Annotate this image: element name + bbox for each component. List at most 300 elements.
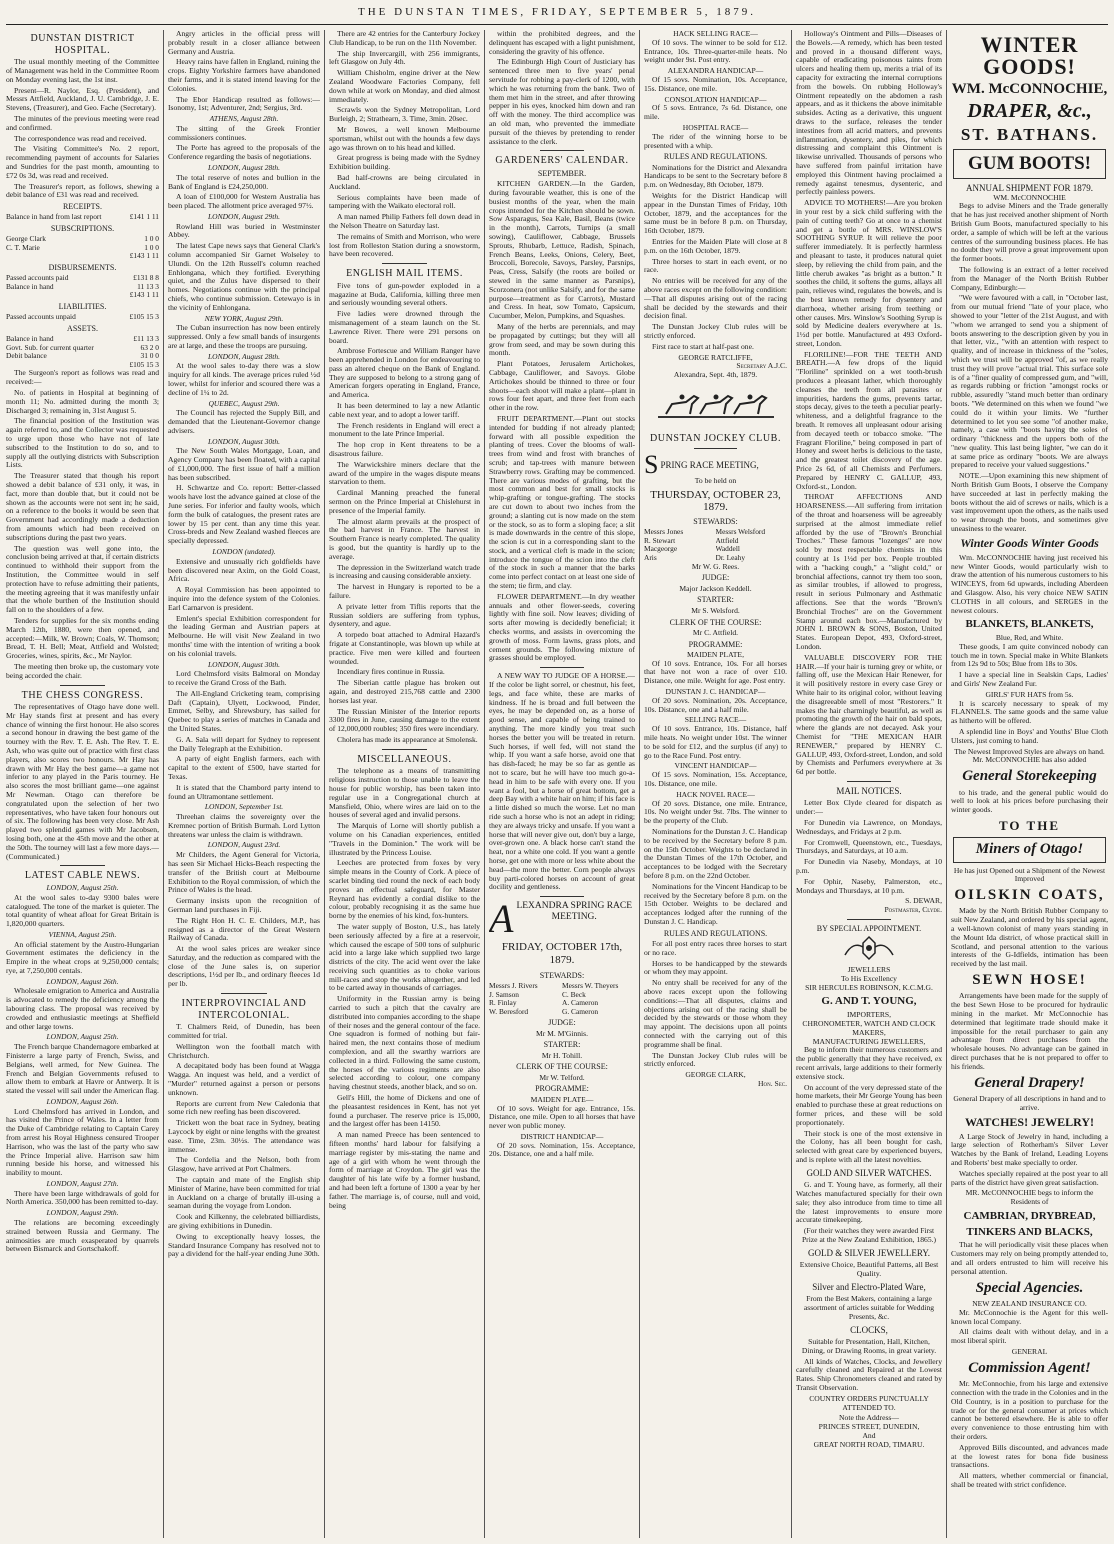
steward-name: Dr. Leahy	[715, 554, 746, 563]
cable-item: The All-England Cricketing team, comprising Daft (Captain), Ulyett, Lockwood, Pinder, Emmet, Selby, and Shrewsbury, has sailed for Quebec to play a series of matches in Canada and the United States.	[168, 688, 320, 733]
section-divider	[540, 150, 584, 151]
clerk-label: CLERK OF THE COURSE:	[516, 1062, 608, 1072]
section-divider	[382, 263, 427, 264]
sewn-hose-para: Arrangements have been made for the supply of the best Sewn Hose to be procured for hydraulic mining in the market. Mr McConnochie has determined that legitimate trade should make it impossible for the retail purchaser to gain any advantage from direct purchases from the wholesale houses. No advantage can be gained in direct purchases that he is not prepared to offer to his friends.	[951, 991, 1108, 1071]
steward-name: Macgeorge	[644, 545, 678, 554]
news-dateline: LONDON, August 28th.	[208, 351, 280, 361]
miners-title: Miners of Otago!	[953, 837, 1106, 862]
cable-item: The total reserve of notes and bullion in the Bank of England is £24,250,000.	[168, 172, 320, 191]
to-the-label: TO THE	[998, 818, 1061, 834]
chess-heading: THE CHESS CONGRESS.	[21, 689, 144, 701]
section-divider	[60, 685, 106, 686]
winter-para: Wm. McCONNOCHIE having just received his new Winter Goods, would particularly wish to draw the attention of his numerous customers to his WINCEYS, from 6d upwards, including Aberdeen and Glasgow. Also, his very choice NEW SATIN CLOTHS in all colours, and SERGES in the newest colours.	[951, 552, 1108, 615]
rules-list	[644, 164, 787, 352]
address-line: PRINCES STREET, DUNEDIN,	[818, 1422, 920, 1432]
mail-item: Incendiary fires continue in Russia.	[337, 667, 445, 677]
residents-para: MR. McCONNOCHIE begs to inform the Residents of	[965, 1188, 1094, 1207]
blankets-title: BLANKETS, BLANKETS,	[965, 618, 1094, 631]
cable-item: Lord Chelmsford has arrived in London, and has visited the Prince of Wales. In a letter from the Duke of Cambridge relating to Captain Carey from arrest his Royal Highness censured Trooper Harrison, who was the last of the party who saw the Prince Imperial alive. Harrison saw him running beside his horse, and witnessed his inability to mount.	[6, 1106, 159, 1178]
starter-label: STARTER:	[543, 1040, 581, 1050]
hospital-para: The question was well gone into, the conclusion being arrived at that, if certain districts continued to withhold their support from the Institution, the Committee would in self protection have to refuse admitting their patients, the meeting agreeing that it was manifestly unfair that the whole burthen of the Institution should fall on to the shoulders of a few.	[6, 543, 159, 615]
race-terms: Of 10 sovs. The winner to be sold for £12. Entrance, 10s. Three-quarter-mile heats. No weight under 9st. Post entry.	[644, 37, 787, 65]
section-divider	[847, 919, 891, 920]
gum-boots-para: The following is an extract of a letter received from the Manager of the North British Rubber Company, Edinburgh:—	[951, 264, 1108, 292]
troches-ad: THROAT AFFECTIONS AND HOARSENESS.—All suffering from irritation of the throat and hoarseness will be agreeably surprised at the almost immediate relief afforded by the use of "Brown's Bronchial Troches." These famous "lozenges" are now sold by most respectable chemists in this country at 1s 1½d per box. People troubled with a "hacking cough," a "slight cold," or bronchial affections, cannot try them too soon, as similar troubles, if allowed to progress, result in serious Pulmonary and Asthmatic affections. See that the words "Brown's Bronchial Troches" are on the Government Stamp around each box.—Manufactured by JOHN I. BROWN & SONS, Boston, United States. European Depot, 493, Oxford-street, London.	[796, 492, 942, 651]
mail-item: It has been determined to lay a new Atlantic cable next year, and to adopt a lower tariff.	[329, 401, 480, 419]
alexandra-title-line: MEETING.	[551, 912, 597, 923]
race-terms: Of 20 sovs. Nomination, 20s. Acceptance, 10s. Distance, one and a half mile.	[644, 695, 787, 714]
tinkers-title: TINKERS AND BLACKS,	[966, 1225, 1093, 1238]
rule-item: Entries for the Maiden Plate will close at 8 p.m. on the 16th October, 1879.	[644, 237, 787, 255]
floriline-ad: FLORILINE!—FOR THE TEETH AND BREATH.—A few drops of the liquid "Floriline" sprinkled on a wet tooth-brush produces a pleasant lather, which thoroughly cleanses the teeth from all parasites or impurities, hardens the gums, prevents tartar, stops decay, gives to the teeth a peculiar pearly-whiteness, and a delightful fragrance to the breath. It removes all unpleasant odour arising from decayed teeth or tobacco smoke. "The Fragrant Floriline," being composed in part of Honey and sweet herbs is delicious to the taste, and the greatest toilet discovery of the age. Price 2s 6d, of all Chemists and Perfumers. Prepared by HENRY C. GALLUP, 493, Oxford-st., London.	[796, 349, 942, 491]
programme-label: PROGRAMME:	[688, 639, 743, 649]
address-line: GREAT NORTH ROAD, TIMARU.	[813, 1439, 925, 1449]
account-amount: £105 15 3	[129, 312, 159, 322]
firm-name: G. AND T. YOUNG,	[821, 995, 917, 1008]
rule-item: Three horses to start in each event, or no race.	[644, 256, 787, 275]
steward-name: Aris	[644, 554, 657, 563]
stewards-list	[644, 528, 787, 562]
news-item: A man named Philip Fathers fell down dead in the Nelson Theatre on Saturday last.	[329, 212, 480, 230]
account-row	[6, 291, 159, 300]
section-divider	[694, 448, 737, 449]
mail-item: The depression in the Switzerland watch trade is increasing and causing considerable anxiety.	[329, 562, 480, 581]
race-terms: Of 10 sovs. Weight for age. Entrance, 15s. Distance, one mile. Open to all horses that have never won public money.	[489, 1103, 635, 1131]
misc-item: The water supply of Boston, U.S., has lately been seriously affected by a fire at a reservoir, which caused the escape of 500 tons of sulphuric acid into a large lake which supplied two large districts of the city. The acid went over the lake receiving such quantities as to choke various mill-races and stop the works altogether, and led to be carted away in thousands of carriages.	[329, 921, 480, 993]
garden-item: KITCHEN GARDEN.—In the Garden, during favourable weather, this is one of the busiest months of the year, when the main crops intended for the Kitchen should be sown. Sow Asparagus, Sea Kale, Basil, Beans (twice in the month), Carrots, Turnips (a small sowing), Cauliflower, Cabbage, Brussels Sprouts, Rhubarb, Lettuce, Radish, Spinach, French Beans, Leeks, Onions, Celery, Beet, Broccoli, Borecole, Savoys, Parsley, Parsnips, Peas, Cress, Salsify (the roots are boiled or stewed in the same manner as Parsnips), Scorzonera (not unlike Salsify, and for the same purpose—treatment as for Carrots), Mustard and Cress. In heat, sow Tomato, Capsicum, Cucumber, Melon, Pumpkins, and Squashes.	[489, 179, 635, 321]
column-7	[951, 30, 1108, 1538]
race-title: HACK NOVEL RACE—	[676, 789, 755, 799]
mail-notice: For Cromwell, Queenstown, etc., Tuesdays, Thursdays, and Saturdays, at 10 a.m.	[796, 837, 942, 856]
steward-name: Messrs Welsford	[715, 528, 766, 537]
gum-boots-text	[951, 202, 1108, 533]
gum-boots-para: "We were favoured with a call, in "October last, from our mutual friend "late of your place, who showed to your "letter of the 21st August, and with "whom we arranged to send you a shipment of boots answering to the description given by you in that letter, viz., "with an attention with respect to quality, and of increase in thickness of the "soles, which we trust will be approved "of, as we really trust they will prove "actual trial. This surface sole is of a "finer quality of compressed gum, and "will, as regards rubbing or friction "amongst rocks or rubble, assuredly "stand much better than ordinary boots. "We determined on this when we found "we could do it within your limits. We "further determined to let you see some "of another make, namely, a case with "boots having the soles of ordinary "thickness and the uppers both of the "new quality. This last being lighter, "we can do it at same price as ordinary "boots. We are always prepared to receive your valued suggestions."	[951, 293, 1108, 470]
news-item: There are 42 entries for the Canterbury Jockey Club Handicap, to be run on the 11th November.	[329, 30, 480, 47]
drop-cap: S	[644, 450, 659, 480]
race-title: CONSOLATION HANDICAP—	[664, 94, 767, 104]
hospital-para: The meeting then broke up, the customary vote being accorded the chair.	[6, 661, 159, 680]
cable-item: Lord Chelmsford visits Balmoral on Monday to receive the Grand Cross of the Bath.	[168, 669, 320, 687]
nominations-para: Nominations for the Dunstan J. C. Handicap to be received by the Secretary before 8 p.m. on the 15th October. Weights to be declared in the Dunstan Times of the 17th October, and acceptances to be lodged with the Secretary before 8 p.m. on the 22nd October.	[644, 827, 787, 880]
firm-line: MANUFACTURING JEWELLERS,	[812, 1036, 926, 1046]
mail-item: The harvest in Hungary is reported to be a failure.	[329, 582, 480, 601]
news-item: William Chisholm, engine driver at the New Zealand Woodware Factories Company, fell down while at work on Monday, and died almost immediately.	[329, 68, 480, 104]
news-dateline: LONDON (undated).	[212, 547, 276, 557]
misc-heading: MISCELLANEOUS.	[357, 753, 452, 765]
misc-item: Uniformity in the Russian army is being carried to such a pitch that the cavalry are distributed into companies according to the shape of their noses and the general contour of the face. One squadron is formed of nothing but fair-haired men, the next contains those of medium complexion, and all the swarthy warriors are collected in a third. Following the same custom, the horses of the various regiments are also selected according to colour, one company having chestnut steeds, another black, and so on.	[329, 994, 480, 1092]
garden-heading: GARDENERS' CALENDAR.	[495, 155, 629, 167]
news-item: The ship Invercargill, with 256 immigrants, left Glasgow on July 4th.	[329, 48, 480, 67]
cable-item: It is stated that the Chambord party intend to found an Ultramontane settlement.	[168, 782, 320, 801]
firm-line: CHRONOMETER, WATCH AND CLOCK MAKERS,	[802, 1018, 936, 1037]
race-terms: Of 10 sovs. Entrance, 10s. Distance, half mile heats. No weight under 10st. The winner to be sold for £12, and the surplus (if any) to go to the Race Fund. Post entry.	[644, 724, 787, 760]
steward-name: Mr W. G. Rees.	[691, 561, 740, 571]
news-list	[329, 30, 480, 259]
race-terms: Of 20 sovs. Nomination, 15s. Acceptance, 20s. Distance, one and a half mile.	[489, 1140, 635, 1159]
flannels-para: A splendid line in Boys' and Youths' Blue Cloth Ulsters, just coming to hand.	[951, 727, 1108, 745]
drop-cap: A	[489, 896, 514, 942]
cable-item: The Ebor Handicap resulted as follows:—Isonomy, 1st; Adventurer, 2nd; Sergius, 3rd.	[168, 94, 320, 113]
cable-item: Angry articles in the official press will probably result in a closer alliance between Germany and Austria.	[168, 30, 320, 56]
news-dateline: LONDON, August 27th.	[46, 1178, 119, 1188]
account-label: Balance in hand	[6, 281, 54, 291]
account-amount: £141 1 11	[129, 212, 159, 222]
firm-line: IMPORTERS,	[846, 1010, 892, 1020]
account-label: Passed accounts unpaid	[6, 312, 76, 322]
intercolonial-item: T. Chalmers Reid, of Dunedin, has been committed for trial.	[168, 1022, 320, 1041]
intercolonial-heading: INTERPROVINCIAL AND INTERCOLONIAL.	[181, 998, 307, 1021]
girls-hats: GIRLS' FUR HATS from 5s.	[985, 689, 1074, 699]
news-dateline: LONDON, August 23rd.	[207, 840, 281, 850]
cable-item: Emlent's special Exhibition correspondent for the leading German and Austrian papers at Melbourne. He will visit New Zealand in two months' time with the intention of writing a book on his colonial travels.	[168, 613, 320, 658]
steward-name: R. Stewart	[644, 536, 676, 545]
mail-item: The hop crop in Kent threatens to be a disastrous failure.	[329, 440, 480, 459]
gum-boots-para: NOTE.—Upon examining this new shipment of North British Gum Boots, I observe the Company have succeeded at last in perfectly making the boots without the aid of screws or nails, which is a vast improvement upon the others, as the nails used to wear through the boots, and sometimes give uneasiness to the wearer.	[951, 471, 1108, 534]
bills-para: Approved Bills discounted, and advances made at the lowest rates for bona fide business transactions.	[951, 1442, 1108, 1470]
cable-item: The Right Hon H. C. E. Childers, M.P., has resigned as a director of the Great Western Railway of Canada.	[168, 915, 320, 943]
column-rule	[639, 30, 640, 1538]
steward-name: G. Cameron	[562, 1007, 599, 1016]
race-title: VINCENT HANDICAP—	[674, 761, 757, 771]
clerk-label: CLERK OF THE COURSE:	[669, 617, 762, 627]
hospital-para: The minutes of the previous meeting were read and confirmed.	[6, 113, 159, 132]
firm-para: Their stock is one of the most extensive in the Colony, has all been bought for cash, selected with great care by experienced buyers, and is replete with all the latest novelties.	[796, 1128, 942, 1164]
misc-item: Gell's Hill, the home of Dickens and one of the pleasantest residences in Kent, has not yet found a purchaser. The reserve price is 15,000, and the largest offer has been 14150.	[329, 1093, 480, 1129]
cable-item: Rowland Hill was buried in Westminster Abbey.	[168, 221, 320, 240]
news-item: Serious complaints have been made of tampering with the Waikato electoral roll.	[329, 192, 480, 211]
misc-item: The Marquis of Lorne will shortly publish a volume on his Canadian experiences, entitled "Travels in the Dominion." The work will be illustrated by the Princess Louise.	[329, 821, 480, 857]
draper-name: WM. McCONNOCHIE,	[951, 81, 1108, 97]
section-divider	[540, 896, 584, 897]
mail-notices-heading: MAIL NOTICES.	[836, 785, 902, 796]
mail-notice: For Ophir, Naseby, Palmerston, etc., Mondays and Thursdays, at 10 p.m.	[796, 876, 942, 895]
postmaster-name: S. DEWAR,	[905, 896, 942, 906]
judge-label: JUDGE:	[701, 573, 730, 583]
column-6	[796, 30, 942, 1538]
masthead-rule	[6, 24, 1108, 25]
rule-item: For all post entry races three horses to start or no race.	[644, 939, 787, 957]
account-label: Debit balance	[6, 351, 47, 361]
account-amount: 31 0 0	[140, 351, 159, 361]
rule-item: Nominations for the District and Alexandra Handicaps to be sent to the Secretary before 8 p.m. on Wednesday, 8th October, 1879.	[644, 162, 787, 190]
claims-para: All claims dealt with without delay, and in a most liberal spirit.	[951, 1327, 1108, 1346]
mail-notice: For Dunedin via Naseby, Mondays, at 10 p.m.	[796, 857, 942, 875]
alexandra-meeting-header	[489, 896, 635, 942]
news-dateline: LONDON, August 26th.	[46, 1096, 119, 1106]
cable-item: A Royal Commission has been appointed to inquire into the defence system of the Colonies. Earl Carnarvon is president.	[168, 585, 320, 612]
repair-para: All kinds of Watches, Clocks, and Jewellery carefully cleaned and Repaired at the Lowest Rates. Ship Chronometers cleaned and rated by Transit Observation.	[796, 1356, 942, 1392]
appointment-line: BY SPECIAL APPOINTMENT.	[816, 923, 922, 933]
column-3	[329, 30, 480, 1538]
cable-item: The Cuban insurrection has now been entirely suppressed. Only a few small bands of insurgents are at large, and these the troops are pursuing.	[168, 323, 320, 350]
stewards-label: STEWARDS:	[539, 970, 585, 980]
garden-item: FLOWER DEPARTMENT.—In dry weather annuals and other flower-seeds, covering lightly with fine soil. Now leaves; dividing of sorts after mowing is decidedly beneficial; it checks worms, and assists in overcoming the growth of moss. Form lawns, grass plots, and cement grounds. The following mixture of grasses should be employed.	[489, 591, 635, 663]
news-dateline: LONDON, August 25th.	[46, 1032, 119, 1042]
race-terms: Of 5 sovs. Entrance, 7s 6d. Distance, one mile.	[644, 103, 787, 122]
crest-icon	[841, 935, 897, 961]
insurance-para: Mr. McConnochie is the Agent for this well-known local Company.	[951, 1307, 1108, 1326]
watches-para: (For their watches they were awarded First Prize at the New Zealand Exhibition, 1865.)	[801, 1226, 937, 1244]
steward-name: Messrs W. Theyers	[562, 981, 619, 990]
assets-label: ASSETS.	[67, 323, 98, 333]
winter-goods-sub: Winter Goods Winter Goods	[960, 535, 1099, 550]
account-label: Balance in hand	[6, 334, 54, 344]
section-divider	[382, 749, 427, 750]
jewellery-heading: GOLD & SILVER JEWELLERY.	[807, 1247, 930, 1258]
mail-items-list	[329, 282, 480, 745]
account-amount: £143 1 11	[129, 251, 159, 261]
mail-item: The French residents in England will erect a monument to the late Prince Imperial.	[329, 420, 480, 439]
column-rule	[163, 30, 164, 1538]
cable-item: At the wool sales prices are weaker since Saturday, and the reduction as compared with the close of the June sales is, on superior descriptions, 1½d per lb., and ordinary fleeces 1d per lb.	[168, 944, 320, 989]
special-agencies-title: Special Agencies.	[975, 1279, 1084, 1296]
chess-para: The representatives of Otago have done well. Mr Hay stands first at present and has every chance of winning the first honour. He also scores a second honour in drawing the best game of the tourney with the Rev. T. E. Ash. The Rev. T. E. Ash, who was quite out of practice with first class players, also scores two honours. Mr Hay has drawn with Mr Hay the best game—a game not inferior to any played in the Paris tourney. He also scores the most brilliant game—one against Mr Newman. Otago can therefore be congratulated upon the selection of her two representatives, who have taken four honours out of six. The following has been very close. Mr Ash played two splendid games with Mr Jacobsen, losing both, one at the 45th move and the other at the 50th. The tourney will last a few more days.—(Communicated.)	[6, 702, 159, 861]
commission-para: Mr. McConnochie, from his large and extensive connection with the trade in the Colonies and in the Old Country, is in a position to purchase for the trade or for the general consumer at prices which cannot be bettered elsewhere. He is able to offer every convenience to those entrusting him with their orders.	[951, 1379, 1108, 1441]
rules-heading: RULES AND REGULATIONS.	[663, 928, 768, 938]
secretary-name: GEORGE CLARK,	[685, 1070, 746, 1080]
news-item: The remains of Smith and Morrison, who were lost from Rolleston Station during a snowstorm, have been recovered.	[329, 231, 480, 259]
account-row	[6, 252, 159, 261]
steward-name: C. Beck	[562, 990, 586, 999]
race-title: ALEXANDRA HANDICAP—	[667, 66, 764, 76]
steward-name: Messrs J. Rivers	[489, 981, 538, 990]
account-amount: £11 13 3	[133, 334, 159, 344]
storekeeping-para: to his trade, and the general public would do well to look at his prices before purchasing their winter goods.	[951, 787, 1108, 815]
alexandra-date: FRIDAY, OCTOBER 17th, 1879.	[501, 941, 623, 966]
garden-item: FRUIT DEPARTMENT.—Plant out stocks intended for budding if not already planted; forward with all possible expedition the planting of trees. Cover the blooms of wall-trees from wind and frost with branches of scrub; and tap-trees with manure between Strawberry rows. Grafting may be commenced. There are various modes of grafting, but the most common and best for small stocks is whip-grafting or tongue-grafting. The stocks are cut down to about two inches from the ground; a slanting cut is now made on the stem or the stock, so as to form a sloping face; a slit is made downwards in the centre of this slope, the scion is cut in a corresponding slant to the stock, and a vertical cleft is made in the scion; introduce the tongue of the scion into the cleft of the stock in such a manner that the barks come into perfect contact on at least one side of the stem; tie firm, and clay.	[489, 413, 635, 591]
intercolonial-item: Owing to exceptionally heavy losses, the Standard Insurance Company has resolved not to pay a dividend for the half-year ending June 30th.	[168, 1231, 320, 1259]
jewellers-label: JEWELLERS	[847, 965, 891, 974]
oilskin-title: OILSKIN COATS,	[954, 887, 1105, 904]
secretary-title: Secretary A.J.C.	[736, 361, 787, 371]
disbursements-label: DISBURSEMENTS.	[48, 262, 117, 272]
alexandra-races	[644, 30, 787, 150]
cable-item: Extensive and unusually rich goldfields have been discovered near Axim, on the Gold Coast, Africa.	[168, 556, 320, 584]
country-orders: COUNTRY ORDERS PUNCTUALLY ATTENDED TO.	[809, 1393, 929, 1412]
postmaster-title: Postmaster, Clyde.	[884, 905, 942, 915]
rules-list	[644, 940, 787, 1069]
judge-name: Mr M. M'Ginnis.	[536, 1028, 588, 1038]
draper-trade: DRAPER, &c.,	[967, 100, 1092, 123]
news-para: The Edinburgh High Court of Justiciary has sentenced three men to five years' penal servitude for robbing a pay-clerk of 1200, with which he was returning from the bank. Two of them met him in the street, and after throwing pepper in his eyes, knocked him down and ran off with the money. The third accomplice was an old man, who prevented the immediate pursuit of the thieves by pretending to render assistance to the clerk.	[489, 57, 635, 146]
race-terms: Of 15 sovs. Nomination, 10s. Acceptance, 15s. Distance, one mile.	[644, 74, 787, 93]
oilskin-para: Made by the North British Rubber Company to suit New Zealand, and ordered by his special agent, a well-known colonist of many years standing in the Mount Ida district, of whose practical skill in Scotland, and personal attention to the various interests of the G-Idfields, intimation has been received by the last mail.	[951, 906, 1108, 969]
mail-notice: For Dunedin via Lawrence, on Mondays, Wednesdays, and Fridays at 2 p.m.	[796, 817, 942, 836]
secretary-title: Hon. Sec.	[757, 1078, 787, 1088]
judge-name: Major Jackson Keddell.	[679, 583, 752, 593]
cable-item: The French barque Chandernagore embarked at Finisterre a large party of French, Swiss, and Belgians, well armed, for New Guinea. The French and Belgian Governments refused to allow them to embark at Havre or Antwerp. It is stated the vessel will sail under the American flag.	[6, 1042, 159, 1096]
rule-item: No entries will be received for any of the above races except on the following condition:—That all disputes arising out of the racing shall be decided by the stewards and their decision final.	[644, 276, 787, 321]
watches-para: Watches specially repaired at the post year to all parts of the district have given great satisfaction.	[951, 1168, 1108, 1187]
cable-item: Wholesale emigration to America and Australia is advocated to remedy the deficiency among the labouring class. The proposal was received by crowded and enthusiastic meetings at Sheffield and other large towns.	[6, 986, 159, 1031]
column-2	[168, 30, 320, 1538]
liabilities-label: LIABILITIES.	[58, 301, 107, 311]
news-dateline: QUEBEC, August 29th.	[208, 398, 280, 408]
rule-item: The Dunstan Jockey Club rules will be strictly enforced.	[644, 322, 787, 340]
hospital-para: The Visiting Committee's No. 2 report, recommending payment of accounts for Salaries and Sundries for the past month, amounting to £72 0s 3d, was read and received.	[6, 144, 159, 180]
cable-item: An official statement by the Austro-Hungarian Government estimates the deficiency in the Empire in the wheat crops at 9,250,000 centals; rye, at 7,250,000 centals.	[6, 939, 159, 975]
account-amount: £143 1 11	[129, 290, 159, 300]
steward-name: Messrs Jones	[644, 528, 684, 537]
alexandra-meeting-title	[516, 901, 632, 923]
garden-item: Plant Potatoes, Jerusalem Artichokes, Cabbage, Cauliflower, and Savoys. Globe Artichokes should be thinned to three or four shoots—each shoot will make a plant—plant in rows four feet apart, and three feet from each other in the row.	[489, 359, 635, 413]
account-label: Govt. Sub. for current quarter	[6, 342, 94, 352]
news-dateline: VIENNA, August 25th.	[48, 929, 117, 939]
hospital-para: Present—R. Naylor, Esq. (President), and Messrs Attfield, Auckland, J. U. Cambridge, J. E. Stevens, (Treasurer), and Geo. Fache (Secretary).	[6, 85, 159, 113]
mail-item: Ambrose Fortescue and William Ranger have been apprehended in London for endeavouring to pass an altered cheque on the Bank of England. They are supposed to belong to a strong gang of American forgers operating in England, France, and America.	[329, 346, 480, 400]
news-item: Scrawls won the Sydney Metropolitan, Lord Burleigh, 2; Strathearn, 3. Time, 3min. 20sec.	[329, 105, 480, 124]
spring-meeting-title: PRING RACE MEETING,	[660, 459, 759, 470]
judge-label: JUDGE:	[548, 1018, 576, 1028]
news-item: Bad half-crowns are being circulated in Auckland.	[329, 172, 480, 191]
column-rule	[324, 30, 325, 1538]
hospital-para: No. of patients in Hospital at beginning of month 11; No. admitted during the month 3; Discharged 3; remaining in, 31st August 5.	[6, 388, 159, 415]
rule-item: Horses to be handicapped by the stewards or whom they may appoint.	[644, 958, 787, 977]
storekeeping-title: General Storekeeping	[962, 768, 1097, 785]
sealskin-para: I have a special line in Sealskin Caps, Ladies' and Girls' New Zealand Fur.	[951, 670, 1108, 689]
intercolonial-item: Reports are current from New Caledonia that some rich new reefing has been discovered.	[168, 1098, 320, 1117]
masthead: THE DUNSTAN TIMES, FRIDAY, SEPTEMBER 5, 1879.	[358, 6, 756, 18]
address-line: And	[862, 1430, 876, 1440]
watches-jewelry-title: WATCHES! JEWELRY!	[964, 1114, 1095, 1129]
mail-item: A torpedo boat attached to Admiral Hazard's frigate at Constantinople, was blown up while at practice. Five men were killed and fourteen wounded.	[329, 630, 480, 666]
mail-item: A private letter from Tiflis reports that the Russian soldiers are suffering from typhus, dysentery, and ague.	[329, 601, 480, 629]
winslow-ad: ADVICE TO MOTHERS!—Are you broken in your rest by a sick child suffering with the pain of cutting teeth? Go at once to a chemist and get a bottle of MRS. WINSLOW'S SOOTHING SYRUP. It will relieve the poor sufferer immediately. It is perfectly harmless and pleasant to taste, it produces natural quiet sleep, by relieving the child from pain, and the little cherub awakes "as bright as a button." It soothes the child, it softens the gums, allays all pain, relieves wind, regulates the bowels, and is the best known remedy for dysentery and diarrhoea, whether arising from teething or other causes. Mrs. Winslow's Soothing Syrup is sold by Medicine dealers everywhere at 1s. 1½d per bottle. Manufactured at 493 Oxford-street, London.	[796, 198, 942, 348]
cable-item: H. Schwartze and Co. report: Better-classed wools have lost the advance gained at close of the June series. For inferior and faulty wools, which form the bulk of catalogues, the present rates are lower by 15 per cent. than any time this year. Cross-breds and New Zealand washed fleeces are specially depressed.	[168, 483, 320, 546]
watches-para: G. and T. Young have, as formerly, all their Watches manufactured specially for their own sale; they also introduce from time to time all the latest improvements to ensure more accurate timekeeping.	[796, 1180, 942, 1225]
cable-item: Mr Childers, the Agent General for Victoria, has seen Sir Michael Hicks-Beach respecting the transfer of the British court at Melbourne Exhibition to the Royal commission, of which the Prince of Wales is the head.	[168, 850, 320, 895]
general-label: GENERAL	[1011, 1346, 1048, 1356]
column-rule	[946, 30, 947, 1538]
firm-para: Beg to inform their numerous customers and the public generally that they have received, ex recent arrivals, large additions to their formerly extensive stock.	[796, 1045, 942, 1081]
race-terms: The rider of the winning horse to be presented with a whip.	[644, 131, 787, 150]
intercolonial-item: A decapitated body has been found at Wagga Wagga. An inquest was held, and a verdict of "Murder" returned against a person or persons unknown.	[168, 1061, 320, 1097]
news-para: within the prohibited degrees, and the delinquent has escaped with a light punishment, considering the gravity of his offence.	[489, 30, 635, 56]
news-item: Mr Bowes, a well known Melbourne sportsman, whilst out with the hounds a few days ago was thrown on to his head and killed.	[329, 124, 480, 152]
account-amount: 63 2 0	[140, 342, 159, 352]
holloway-ad: Holloway's Ointment and Pills—Diseases of the Bowels.—A remedy, which has been tested and proved in a thousand different ways, capable of eradicating poisonous taints from ulcers and healing them up, merits a trial of its capacity for extracting the internal corruptions from the bowels. On rubbing Holloway's Ointment repeatedly on the abdomen a rash appears, and as it thickens the above inimitable subsides. Acting as a derivative, this unguent draws to the surface, releases the tender intestines from all acrid matters, and prevents inflammation, dysentery, and piles, for which distressing and complaint this Ointment is likewise unrivalled. Thousands of persons who have suffered from painful irritation have employed this Ointment having proclaimed a remedy against tenesmus, dysenteric, and perfectly painless powers.	[796, 30, 942, 197]
clerk-name: Mr C. Attfield.	[692, 627, 739, 637]
misc-list	[329, 767, 480, 1210]
garden-month: SEPTEMBER.	[537, 168, 587, 178]
stewards-list	[489, 982, 635, 1016]
mail-notices-list	[796, 799, 942, 895]
mail-item: The almost alarm prevails at the prospect of the bad harvest in France. The harvest in Southern France is nearly completed. The quality is good, but the quantity is hardly up to the average.	[329, 516, 480, 561]
cable-item: The Porte has agreed to the proposals of the Conference regarding the basis of negotiations.	[168, 143, 320, 162]
merchant-name: WM. McCONNOCHIE	[993, 192, 1066, 202]
horse-para: A NEW WAY TO JUDGE OF A HORSE.—If the color be light sorrel, or chestnut, his feet, legs, and face white, these are marks of kindness. If he is broad and full between the eyes, he may be depended on, as a horse of good sense, and capable of being trained to anything. The more kindly you treat such horses the better you will be treated in return. Such horses, if well fed, will not stand the whip. If you want a safe horse, avoid one that has dish-faced; he may be so far as gentle as not to scare, but he will have too much go-a-head in him to be safe with every one. If you want a fool, but a horse of great bottom, get a deep Bay with a white hair on him; if his face is a little dished so much the worse. Let no man ride such a horse who is not an adept in riding; they are always tricky and unsafe. If you want a horse that will never give out, don't buy a large, over-grown one. A black horse can't stand the heat, nor a white one cold. If you want a gentle horse, get one with more or less white about the head—the more the better. Corn people always buy parti-colored horses on account of great docility and gentleness.	[489, 671, 635, 892]
racing-vignette	[644, 388, 787, 425]
rule-item: First race to start at half-past one.	[652, 341, 754, 351]
also-added: Mr. McCONNOCHIE has also added	[972, 755, 1087, 765]
nominations-para: Nominations for the Vincent Handicap to be received by the Secretary before 8 p.m. on the 15th October. Weights to be declared and acceptances lodged after the running of the Dunstan J. C. Handicap.	[644, 881, 787, 926]
intercolonial-item: Wellington won the football match with Christchurch.	[168, 1041, 320, 1060]
rules-heading: RULES AND REGULATIONS.	[663, 152, 768, 162]
account-label: Passed accounts paid	[6, 273, 69, 283]
firm-para: On account of the very depressed state of the home markets, their Mr George Young has been enabled to purchase these at great reductions on former prices, and these will be sold proportionately.	[796, 1082, 942, 1127]
cable-heading: LATEST CABLE NEWS.	[24, 870, 141, 882]
cable-item: The latest Cape news says that General Clark's column accompanied Sir Garnet Wolseley to Ulundi. On the 12th Russell's column reached Enhlongana, which they fortified. Everything quiet, and the Zulus have dispersed to their homes. Negotiations continue with the principal chiefs, who continue submission. Cetewayo is in the vicinity of Enhlongana.	[168, 241, 320, 312]
news-dateline: LONDON, August 30th.	[208, 659, 280, 669]
column-4	[489, 30, 635, 1538]
race-terms: Of 15 sovs. Nomination, 15s. Acceptance, 10s. Distance, one mile.	[644, 770, 787, 789]
cable-item: There have been large withdrawals of gold for North America. 350,000 has been remitted to-day.	[6, 1188, 159, 1207]
steward-name: J. Samson	[489, 990, 519, 999]
jewellery-para: Extensive Choice, Beautiful Patterns, all Best Quality.	[799, 1260, 939, 1278]
intercolonial-list	[168, 1023, 320, 1259]
flannels-para: It is scarcely necessary to speak of my FLANNELS. The same goods and the same value as hitherto will be offered.	[951, 698, 1108, 726]
clerk-name: Mr W. Telford.	[539, 1072, 585, 1082]
newest-styles: The Newest Improved Styles are always on hand.	[954, 746, 1105, 756]
gum-boots-title: GUM BOOTS!	[953, 149, 1106, 179]
gum-boots-para: Begs to advise Miners and the Trade generally that he has just received another shipment of North British Gum Boots, manufactured specially to his order, a sample of which will be left at the various centres of the surrounding business places. He has no doubt they will prove a great improvement upon the former boots.	[951, 201, 1108, 264]
garden-list	[489, 180, 635, 663]
mail-item: Cholera has made its appearance at Smolensk.	[337, 734, 478, 744]
account-label: George Clark	[6, 234, 46, 244]
secretary-name: GEORGE RATCLIFFE,	[678, 352, 753, 362]
address-line: Note the Address—	[839, 1413, 899, 1423]
hospital-para: Tenders for supplies for the six months ending March 12th, 1880, were then opened, and accepted:—Milk, W. Brown; Coals, W. Thomson; Bread, T. H. Bell; Meat, Attfield and Wolsted; Groceries, wines, spirits, &c., Mr Naylor.	[6, 615, 159, 661]
programme-label: PROGRAMME:	[535, 1084, 589, 1094]
steward-name: A. Cameron	[562, 999, 599, 1008]
account-amount: £131 8 8	[133, 273, 159, 283]
insurance-company: NEW ZEALAND INSURANCE CO.	[972, 1298, 1087, 1308]
steward-name: W. Beresford	[489, 1007, 529, 1016]
subscriptions-label: SUBSCRIPTIONS.	[50, 223, 115, 233]
news-dateline: LONDON, August 28th.	[208, 163, 280, 173]
stewards-label: STEWARDS:	[693, 517, 738, 527]
misc-item: The telephone as a means of transmitting religious instruction to those unable to leave the house for public worship, has been taken into regular use in a Congregational church at Mansfield, Ohio, where wires are laid on to the houses of several aged and invalid persons.	[329, 766, 480, 820]
section-divider	[221, 993, 267, 994]
account-amount: 1 0 0	[144, 234, 159, 244]
intercolonial-item: The captain and mate of the English ship Minister of Marine, have been committed for trial in Auckland on a charge of brutally ill-using a seaman during the voyage from London.	[168, 1175, 320, 1211]
steward-name: Waddell	[715, 545, 740, 554]
cable-item: The Council has rejected the Supply Bill, and demanded that the Lieutenant-Governor change advisers.	[168, 408, 320, 435]
cable-item: At the wool sales to-day 9300 bales were catalogued. The tone of the market is quieter. The total quantity of wheat afloat for Great Britain is 1,820,000 quarters.	[6, 892, 159, 929]
starter-name: Mr S. Welsford.	[691, 605, 740, 615]
cable-item: G. A. Sala will depart for Sydney to represent the Daily Telegraph at the Exhibition.	[168, 734, 320, 753]
account-label: Balance in hand from last report	[6, 212, 102, 222]
column-1	[6, 30, 159, 1538]
mail-items-heading: ENGLISH MAIL ITEMS.	[346, 268, 463, 280]
starter-label: STARTER:	[697, 595, 734, 605]
cable-item: Germany insists upon the recognition of German land purchases in Fiji.	[168, 896, 320, 914]
spring-date: THURSDAY, OCTOBER 23, 1879.	[650, 488, 781, 514]
race-terms: Of 10 sovs. Entrance, 10s. For all horses that have not won a race of over £10. Distance, one mile. Weight for age. Post entry.	[644, 658, 787, 686]
account-amount: £105 15 3	[129, 359, 159, 369]
clocks-heading: CLOCKS,	[850, 1324, 888, 1335]
commission-agent-title: Commission Agent!	[968, 1359, 1091, 1376]
race-title: DISTRICT HANDICAP—	[520, 1131, 604, 1141]
hair-renewer-ad: VALUABLE DISCOVERY FOR THE HAIR.—If your hair is turning grey or white, or falling off, use the Mexican Hair Renewer, for it will positively restore in every case Grey or White hair to its original color, without leaving the disagreeable smell of most "Restorers." It makes the hair charmingly beautiful, as well as promoting the growth of the hair on bald spots, where the glands are not decayed. Ask your Chemist for "THE MEXICAN HAIR RENEWER," prepared by HENRY C. GALLUP, 493, Oxford-street, London, and sold by Chemists and Perfumers everywhere at 3s 6d per bottle.	[796, 652, 942, 777]
cable-item: Threehan claims the sovereignty over the Kremnec portion of British Burmah. Lord Lytton threatens war unless the claim is withdrawn.	[168, 812, 320, 839]
intercolonial-item: The Cordelia and the Nelson, both from Glasgow, have arrived at Port Chalmers.	[168, 1155, 320, 1174]
governor-name: SIR HERCULES ROBINSON, K.C.M.G.	[805, 982, 933, 992]
hospital-para: The Surgeon's report as follows was read and received:—	[6, 368, 159, 387]
news-dateline: LONDON, August 29th.	[208, 211, 280, 221]
miners-para: He has just Opened out a Shipment of the Newest Improved	[953, 865, 1106, 884]
djc-heading: DUNSTAN JOCKEY CLUB.	[649, 432, 782, 444]
rule-item: No entry shall be received for any of the above races except upon the following conditions:—That all disputes, claims and objections arising out of the racing shall be decided by the stewards or those whom they may appoint. The decisions upon all points connected with the carrying out of this programme shall be final.	[644, 978, 787, 1049]
spring-held-on: To be held on	[694, 475, 737, 485]
news-dateline: LONDON, August 25th.	[46, 883, 119, 893]
mail-item: Five tons of gun-powder exploded in a magazine at Buda, California, killing three men and seriously wounding several others.	[329, 280, 480, 308]
watches-para: A Large Stock of Jewelry in hand, including a large selection of Rotherham's Silver Lever Watches by the Bank of Ireland, Leading Loyens and Roberts' best make specially to order.	[951, 1131, 1108, 1167]
annual-shipment: ANNUAL SHIPMENT FOR 1879.	[965, 183, 1093, 194]
misc-item: A man named Preece has been sentenced to fifteen months' hard labour for falsifying a marriage register by mis-stating the name and age of a girl with whom he went through the form of marriage at Croydon. The girl was the daughter of his late wife by a former husband, and had been left a fortune of 1300 a year by her father. The marriage is, of course, null and void, being	[329, 1130, 480, 1210]
cambrian-title: CAMBRIAN, DRYBREAD,	[963, 1209, 1096, 1222]
mail-item: Five ladies were drowned through the mismanagement of a steam launch on the St. Lawrence River. There were 291 persons on board.	[329, 309, 480, 345]
